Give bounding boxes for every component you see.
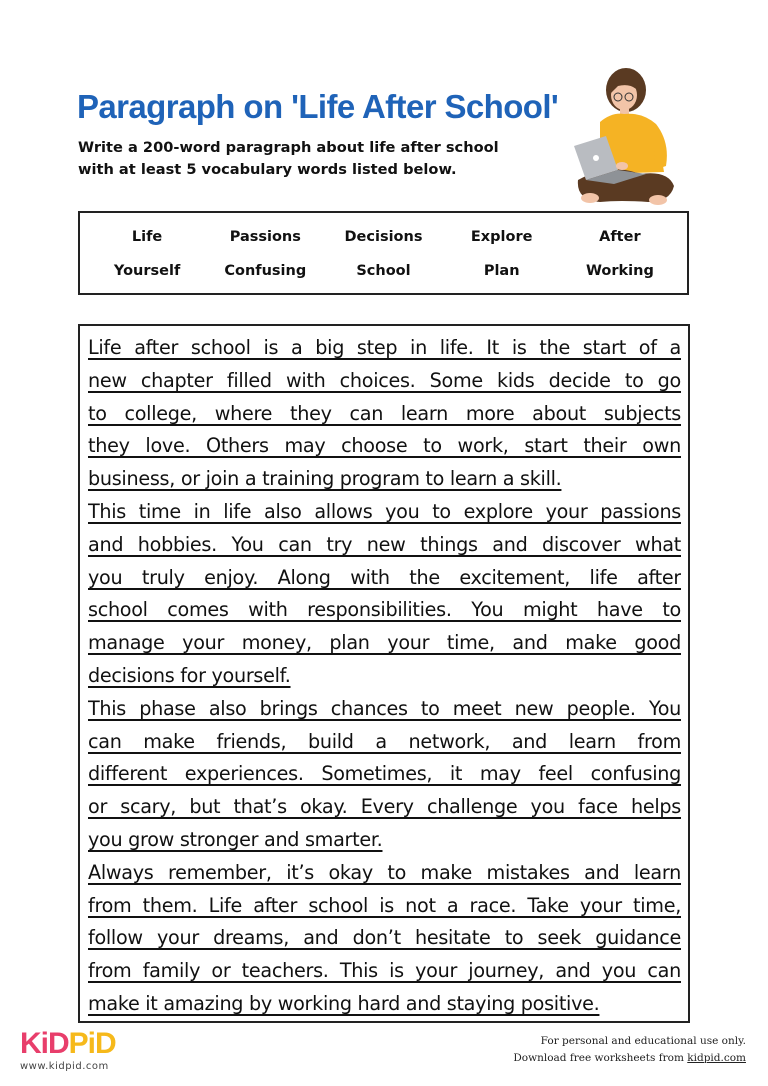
- paragraph-line: business, or join a training program to learn a skill.: [88, 467, 562, 491]
- footer-line-2: [513, 1050, 746, 1067]
- paragraph-line: Life after school is a big step in life. It is the start of a: [88, 336, 681, 359]
- page-title: Paragraph on 'Life After School': [77, 88, 559, 125]
- paragraph-line: new chapter filled with choices. Some kids decide to go: [88, 368, 681, 392]
- paragraph-line: and hobbies. You can try new things and discover what: [88, 532, 681, 556]
- vocab-word: Explore: [470, 229, 533, 245]
- paragraph-line: school comes with responsibilities. You might have to: [88, 598, 681, 622]
- vocabulary-grid: [80, 213, 687, 294]
- logo-part-1: KiD: [20, 1027, 69, 1060]
- paragraph-line: they love. Others may choose to work, start their own: [88, 434, 681, 458]
- logo-url: www.kidpid.com: [20, 1061, 109, 1072]
- vocab-word: Yourself: [113, 263, 181, 279]
- vocab-word: Confusing: [224, 263, 307, 279]
- paragraph-line: This time in life also allows you to explore your passions: [88, 499, 681, 523]
- paragraph-line: to college, where they can learn more about subjects: [88, 401, 681, 425]
- vocab-word: After: [599, 229, 641, 245]
- paragraph-line: you truly enjoy. Along with the excitement, life after: [88, 565, 681, 589]
- paragraph-line: manage your money, plan your time, and make good: [88, 631, 681, 655]
- paragraph-line: from them. Life after school is not a race. Take your time,: [88, 893, 681, 917]
- vocab-word: School: [356, 263, 411, 279]
- paragraph-line: or scary, but that’s okay. Every challenge you face helps: [88, 795, 681, 819]
- paragraph-line: make it amazing by working hard and staying positive.: [88, 991, 600, 1015]
- logo-part-2: PiD: [68, 1027, 116, 1060]
- kidpid-link[interactable]: kidpid.com: [687, 1052, 746, 1064]
- paragraph-line: different experiences. Sometimes, it may feel confusing: [88, 762, 681, 786]
- vocab-word: Decisions: [344, 229, 423, 245]
- paragraph-line: you grow stronger and smarter.: [88, 827, 383, 851]
- paragraph-line: Always remember, it’s okay to make mistakes and learn: [88, 860, 681, 884]
- paragraph-line: follow your dreams, and don’t hesitate to seek guidance: [88, 926, 681, 950]
- paragraph-line: can make friends, build a network, and learn from: [88, 729, 681, 753]
- paragraph-text: [88, 332, 681, 1021]
- footer-note: [513, 1033, 746, 1067]
- vocab-word: Life: [131, 229, 163, 245]
- paragraph-line: decisions for yourself.: [88, 663, 291, 687]
- paragraph-line: from family or teachers. This is your journey, and you can: [88, 959, 681, 983]
- vocabulary-box: [78, 211, 689, 295]
- paragraph-box: [78, 324, 690, 1023]
- instructions-text: Write a 200-word paragraph about life after school with at least 5 vocabulary words listed below.: [78, 139, 499, 178]
- footer-line-1: For personal and educational use only.: [540, 1035, 746, 1047]
- vocab-word: Plan: [483, 263, 520, 279]
- footer-line-2-text: Download free worksheets from: [513, 1052, 688, 1064]
- kidpid-logo: [20, 1028, 116, 1060]
- paragraph-line: This phase also brings chances to meet new people. You: [88, 696, 681, 720]
- vocab-word: Working: [585, 263, 654, 279]
- girl-with-laptop-icon: [560, 62, 680, 212]
- vocab-word: Passions: [229, 229, 301, 245]
